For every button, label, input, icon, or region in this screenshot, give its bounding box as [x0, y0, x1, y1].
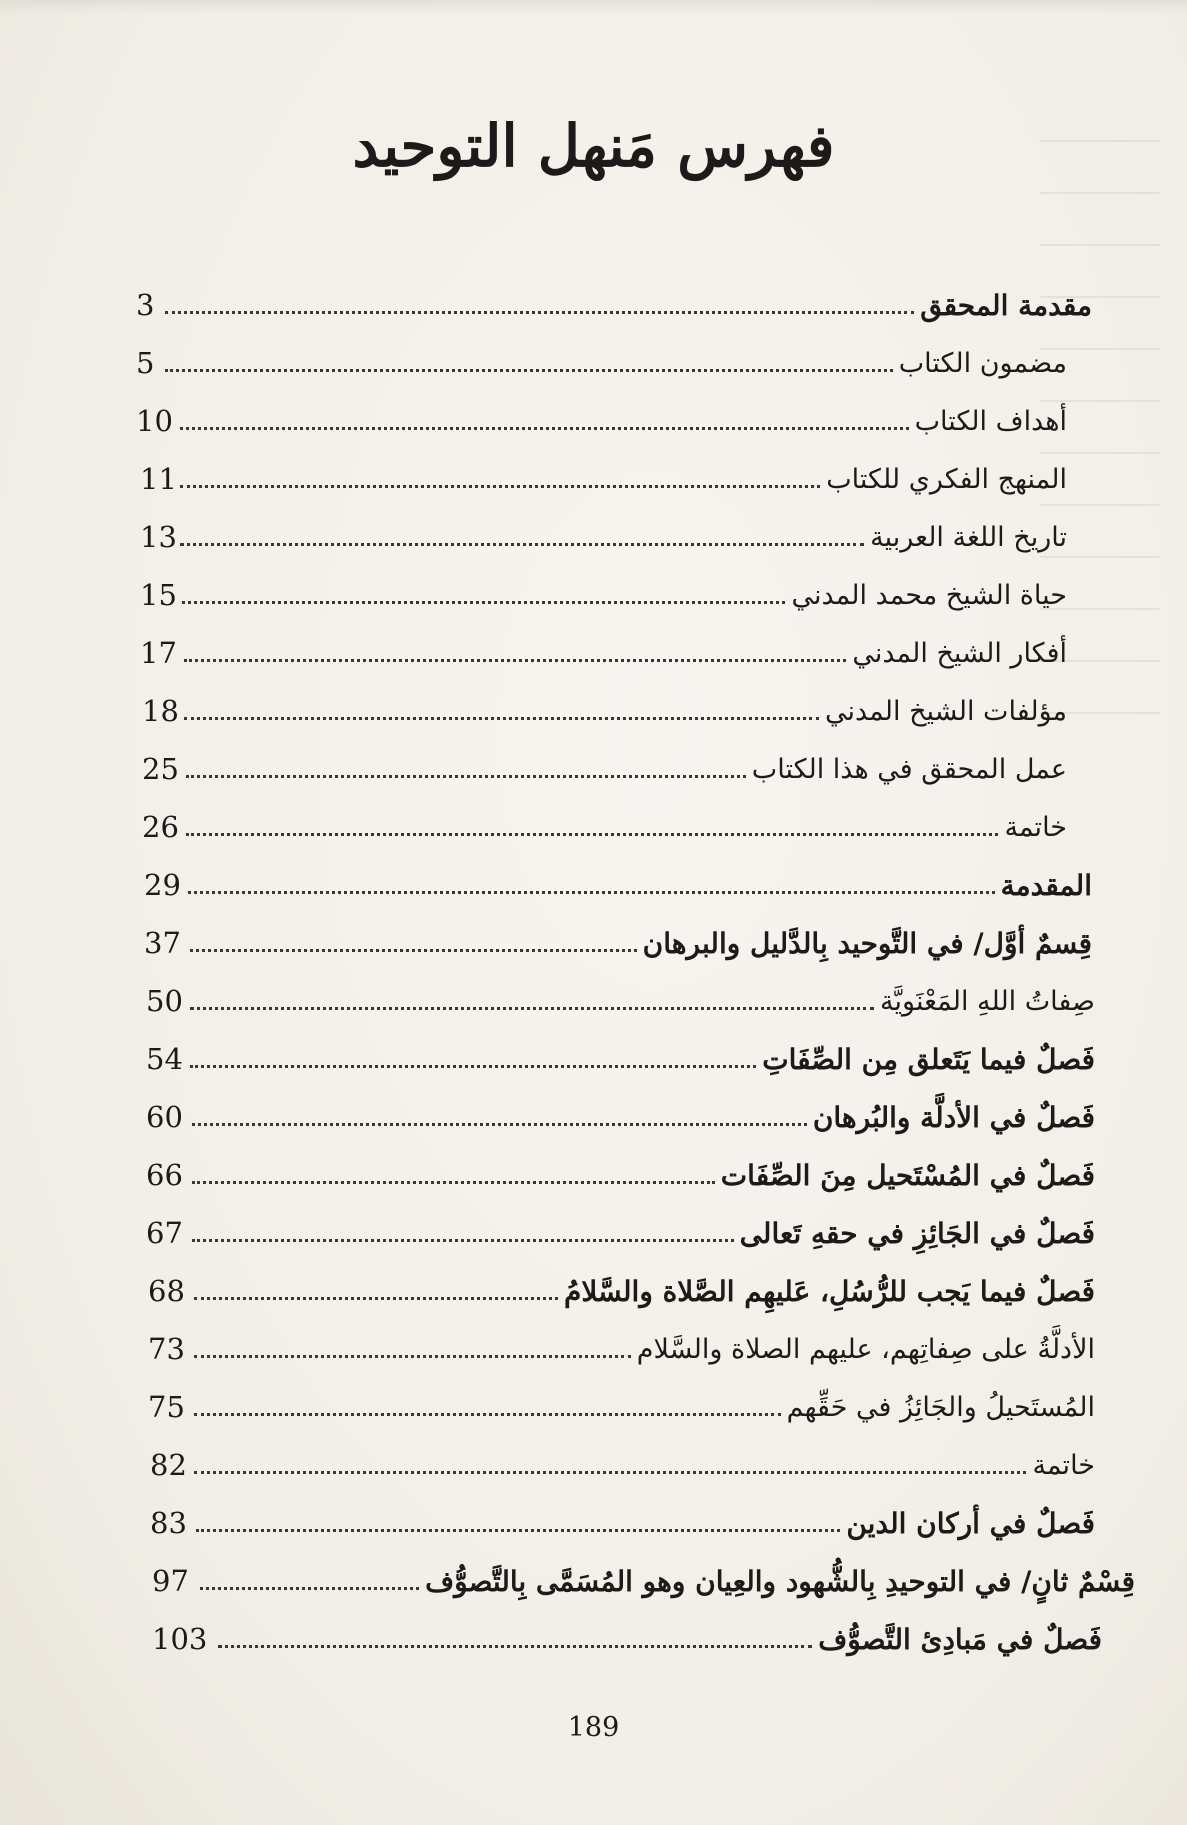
toc-row	[0, 1030, 1187, 1088]
toc-page-number: 83	[150, 1506, 187, 1540]
toc-entry-label: فَصلٌ في أركان الدين	[846, 1506, 1095, 1540]
toc-row	[0, 450, 1187, 508]
leader-dots	[186, 833, 998, 836]
toc-page-number: 82	[150, 1448, 187, 1482]
toc-page-number: 66	[146, 1158, 183, 1192]
toc-row	[0, 276, 1187, 334]
toc-page-number: 10	[136, 404, 173, 438]
toc-page-number: 60	[146, 1100, 183, 1134]
toc-page-number: 73	[148, 1332, 185, 1366]
toc-row	[0, 740, 1187, 798]
toc-entry-label: فَصلٌ في الجَائِزِ في حقهِ تَعالى	[739, 1216, 1095, 1250]
leader-dots	[188, 891, 995, 894]
toc-entry-label: حياة الشيخ محمد المدني	[791, 579, 1067, 611]
toc-entry-label: الأدلَّةُ على صِفاتِهم، عليهم الصلاة والسَّلام	[636, 1333, 1095, 1365]
toc-page-number: 25	[142, 752, 179, 786]
leader-dots	[218, 1645, 812, 1648]
leader-dots	[194, 1297, 558, 1300]
toc-page-number: 3	[136, 288, 155, 322]
page-edge-shadow	[0, 0, 1187, 14]
leader-dots	[165, 311, 914, 314]
toc-row	[0, 1436, 1187, 1494]
table-of-contents	[0, 276, 1187, 1696]
leader-dots	[196, 1529, 840, 1532]
toc-row	[0, 798, 1187, 856]
leader-dots	[180, 427, 909, 430]
toc-page-number: 17	[140, 636, 177, 670]
toc-row	[0, 1494, 1187, 1552]
toc-entry-label: فَصلٌ فيما يَجب للرُّسُلِ، عَليهِم الصَّلاة والسَّلامُ	[563, 1274, 1095, 1308]
toc-entry-label: المنهج الفكري للكتاب	[826, 463, 1067, 495]
leader-dots	[194, 1413, 781, 1416]
toc-row	[0, 1552, 1187, 1610]
toc-page-number: 103	[152, 1622, 208, 1656]
leader-dots	[180, 485, 820, 488]
toc-page-number: 13	[140, 520, 177, 554]
toc-entry-label: مقدمة المحقق	[920, 288, 1092, 322]
leader-dots	[192, 1123, 807, 1126]
toc-entry-label: خاتمة	[1004, 811, 1067, 843]
toc-entry-label: مضمون الكتاب	[898, 347, 1067, 379]
toc-page-number: 15	[140, 578, 177, 612]
toc-page-number: 54	[146, 1042, 183, 1076]
toc-page-number: 26	[142, 810, 179, 844]
toc-entry-label: مؤلفات الشيخ المدني	[824, 695, 1067, 727]
toc-entry-label: قِسْمٌ ثانٍ/ في التوحيدِ بِالشُّهود والعِيان وهو المُسَمَّى بِالتَّصوُّف	[425, 1564, 1135, 1598]
toc-row	[0, 508, 1187, 566]
leader-dots	[200, 1587, 419, 1590]
toc-row	[0, 1320, 1187, 1378]
toc-row	[0, 334, 1187, 392]
toc-page-number: 50	[146, 984, 183, 1018]
toc-entry-label: خاتمة	[1032, 1449, 1095, 1481]
toc-page-number: 37	[144, 926, 181, 960]
leader-dots	[194, 1471, 1026, 1474]
toc-entry-label: تاريخ اللغة العربية	[870, 521, 1067, 553]
toc-entry-label: قِسمٌ أوَّل/ في التَّوحيد بِالدَّليل والبرهان	[642, 926, 1092, 960]
toc-entry-label: فَصلٌ في المُسْتَحيل مِنَ الصِّفَات	[720, 1158, 1095, 1192]
toc-row	[0, 914, 1187, 972]
toc-entry-label: فَصلٌ في مَبادِئ التَّصوُّف	[818, 1622, 1102, 1656]
toc-row	[0, 682, 1187, 740]
toc-entry-label: فَصلٌ في الأدلَّة والبُرهان	[812, 1100, 1095, 1134]
toc-page-number: 67	[146, 1216, 183, 1250]
toc-row	[0, 1204, 1187, 1262]
toc-row	[0, 972, 1187, 1030]
toc-entry-label: فَصلٌ فيما يَتَعلق مِن الصِّفَاتِ	[762, 1042, 1095, 1076]
leader-dots	[184, 717, 819, 720]
leader-dots	[165, 369, 893, 372]
toc-entry-label: عمل المحقق في هذا الكتاب	[751, 753, 1067, 785]
page-title: فهرس مَنهل التوحيد	[352, 112, 835, 180]
leader-dots	[182, 601, 785, 604]
toc-row	[0, 856, 1187, 914]
toc-row	[0, 1262, 1187, 1320]
toc-page-number: 11	[140, 462, 177, 496]
leader-dots	[184, 659, 846, 662]
page-number: 189	[567, 1712, 620, 1743]
toc-row	[0, 566, 1187, 624]
toc-page-number: 5	[136, 346, 155, 380]
toc-entry-label: صِفاتُ اللهِ المَعْنَويَّة	[880, 985, 1095, 1017]
toc-row	[0, 392, 1187, 450]
toc-row	[0, 1088, 1187, 1146]
toc-row	[0, 1610, 1187, 1668]
leader-dots	[194, 1355, 631, 1358]
toc-row	[0, 624, 1187, 682]
toc-page-number: 97	[152, 1564, 189, 1598]
toc-row	[0, 1378, 1187, 1436]
leader-dots	[190, 1065, 756, 1068]
toc-entry-label: أهداف الكتاب	[914, 405, 1067, 437]
toc-entry-label: أفكار الشيخ المدني	[852, 637, 1067, 669]
leader-dots	[180, 543, 864, 546]
toc-entry-label: المُستَحيلُ والجَائِزُ في حَقِّهم	[786, 1391, 1095, 1423]
leader-dots	[186, 775, 746, 778]
toc-row	[0, 1146, 1187, 1204]
toc-entry-label: المقدمة	[1000, 868, 1092, 902]
leader-dots	[192, 1239, 734, 1242]
toc-page-number: 18	[142, 694, 179, 728]
toc-page-number: 68	[148, 1274, 185, 1308]
leader-dots	[192, 1181, 715, 1184]
toc-page-number: 75	[148, 1390, 185, 1424]
leader-dots	[190, 949, 637, 952]
leader-dots	[190, 1007, 874, 1010]
toc-page-number: 29	[144, 868, 181, 902]
